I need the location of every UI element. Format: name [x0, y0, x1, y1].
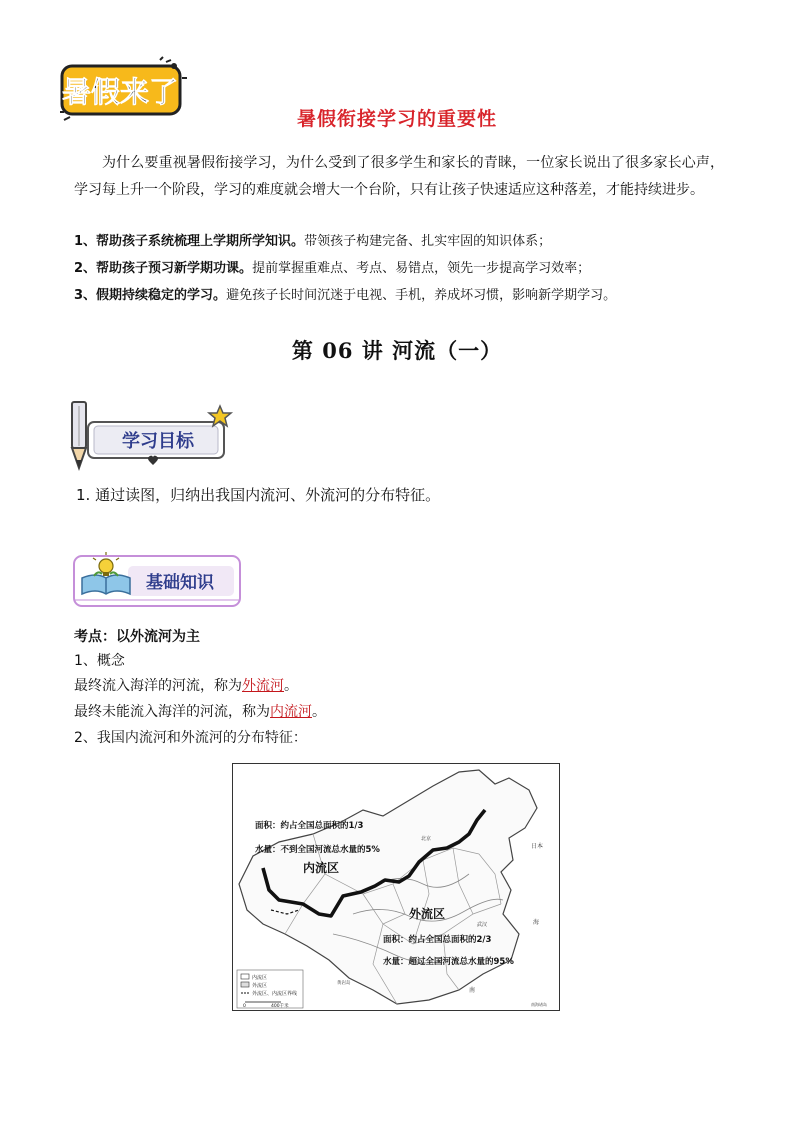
point-bold: 帮助孩子系统梳理上学期所学知识。	[96, 234, 305, 249]
label-huangyan: 黄岩岛	[337, 981, 351, 986]
point-num: 3、	[74, 288, 97, 303]
point-1	[74, 233, 734, 251]
concept-end: 。	[312, 704, 326, 720]
intro-paragraph: 为什么要重视暑假衔接学习，为什么受到了很多学生和家长的青睐，一位家长说出了很多家长心声，学习每上升一个阶段，学习的难度就会增大一个台阶，只有让孩子快速适应这种落差，才能持续进步。	[74, 155, 724, 198]
book-lightbulb-icon	[70, 550, 244, 612]
outer-region-label: 外流区	[409, 907, 446, 921]
concept-text: 最终未能流入海洋的河流，称为	[74, 704, 270, 720]
point-num: 1、	[74, 234, 97, 249]
point-3	[74, 287, 734, 305]
city-wuhan: 武汉	[477, 922, 488, 928]
lecture-title: 第 06 讲 河流（一）	[291, 338, 503, 363]
concept-text: 最终流入海洋的河流，称为	[74, 678, 242, 694]
section-concept: 1、概念	[74, 653, 125, 669]
scale-zero: 0	[243, 1004, 246, 1009]
badge-text: 学习目标	[122, 431, 194, 452]
outer-area-note: 面积：约占全国总面积的2/3	[383, 935, 492, 945]
label-nanhai: 南海诸岛	[531, 1002, 547, 1007]
point-num: 2、	[74, 261, 97, 276]
learning-goal-item: 1. 通过读图，归纳出我国内流河、外流河的分布特征。	[76, 486, 441, 504]
term-inland-river: 内流河	[270, 704, 312, 720]
point-rest: 带领孩子构建完备、扎实牢固的知识体系；	[304, 234, 552, 249]
scale-400: 400千米	[271, 1004, 289, 1009]
term-outflow-river: 外流河	[242, 678, 284, 694]
river-distribution-map	[232, 763, 560, 1011]
label-sea: 海	[533, 919, 540, 926]
label-japan: 日本	[531, 843, 544, 850]
badge-text: 基础知识	[146, 573, 214, 593]
document-title: 暑假衔接学习的重要性	[296, 108, 497, 130]
learning-goal-badge	[66, 400, 236, 472]
concept-line-inflow	[74, 701, 326, 721]
inner-water-note: 水量：不到全国河流总水量的5%	[255, 845, 380, 855]
outer-water-note: 水量：超过全国河流总水量的95%	[383, 957, 514, 967]
kaodian-title: 考点：以外流河为主	[74, 629, 200, 645]
legend-inner: 内流区	[252, 975, 268, 981]
point-rest: 避免孩子长时间沉迷于电视、手机，养成坏习惯，影响新学期学习。	[226, 288, 617, 303]
legend-boundary: 外流区、内流区界线	[252, 991, 298, 997]
section-distribution: 2、我国内流河和外流河的分布特征：	[74, 730, 307, 746]
map-graphic	[233, 764, 559, 1010]
legend-outer: 外流区	[252, 983, 268, 989]
basic-knowledge-badge	[70, 550, 244, 612]
point-rest: 提前掌握重难点、考点、易错点，领先一步提高学习效率；	[252, 261, 591, 276]
inner-region-label: 内流区	[303, 861, 340, 875]
map-legend	[237, 970, 303, 1009]
concept-line-outflow	[74, 675, 298, 695]
city-beijing: 北京	[421, 836, 432, 842]
concept-end: 。	[284, 678, 298, 694]
label-nan: 南	[469, 987, 476, 994]
point-2	[74, 260, 734, 278]
point-bold: 帮助孩子预习新学期功课。	[96, 261, 253, 276]
point-bold: 假期持续稳定的学习。	[96, 288, 227, 303]
inner-area-note: 面积：约占全国总面积的1/3	[255, 821, 364, 831]
logo-text: 暑假来了	[61, 75, 179, 109]
pencil-icon	[66, 400, 236, 472]
